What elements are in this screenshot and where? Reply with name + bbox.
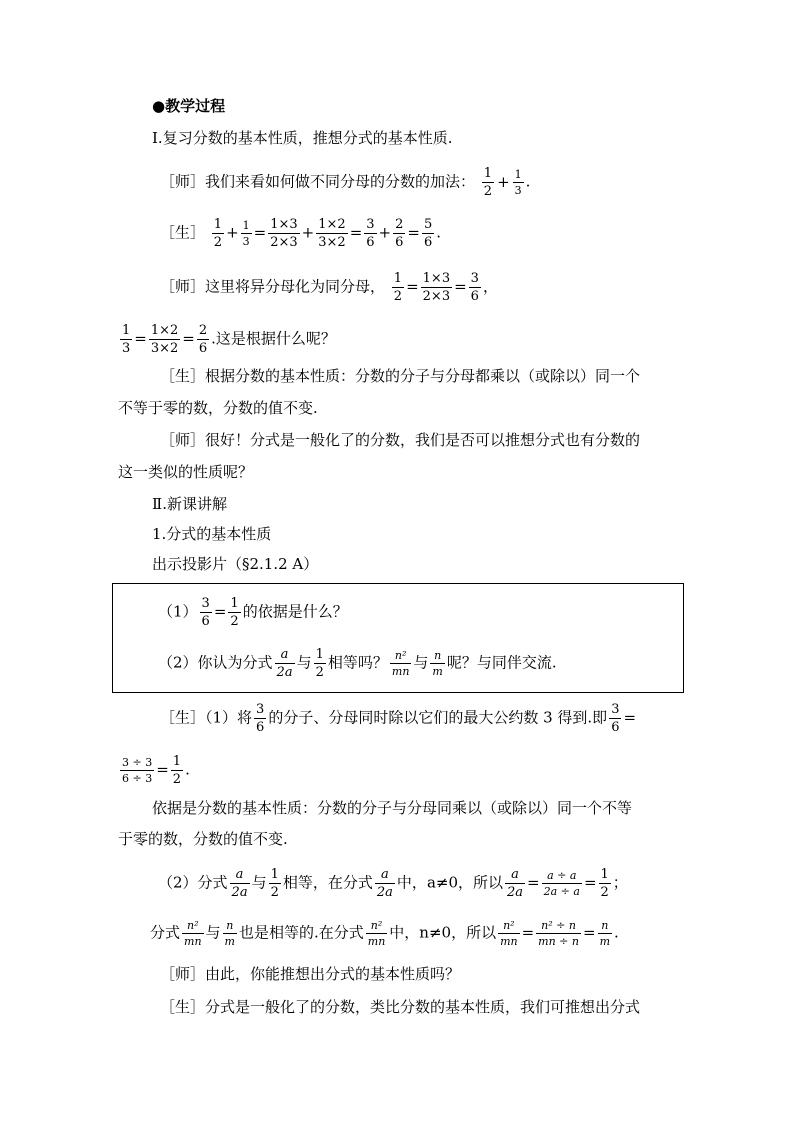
- fraction: $\frac{1\times 2}{3\times 2}$: [318, 217, 346, 250]
- fraction: $\frac{1}{2}$: [315, 647, 324, 680]
- fraction: $\frac{3}{6}$: [470, 271, 479, 304]
- student-label: ［生］: [160, 223, 206, 242]
- basis-line-b: 于零的数，分数的值不变.: [118, 830, 288, 848]
- teacher-line-4: ［师］由此，你能推想出分式的基本性质吗？: [160, 965, 461, 983]
- fraction: $\frac{2}{6}$: [198, 323, 208, 356]
- fraction: $\frac{1}{3}$: [514, 168, 522, 197]
- student-line-3: ［生］（1）将 $\frac{3}{6}$ 的分子、分母同时除以它们的最大公约数 3 得到.即 $\frac{3}{6}$ =: [160, 702, 637, 735]
- subsection-1-title: 1.分式的基本性质: [152, 525, 272, 543]
- student-line-1: ［生］ $\frac{1}{2}$ + $\frac{1}{3}$ = $\frac{1\times 3}{2\times 3}$ + $\frac{1\times 2}{3\times 2}$ = $\frac{3}{6}$ + $\frac{2}{6}$ = $\frac{5}{6}$ .: [160, 217, 442, 250]
- fraction: $\frac{1}{2}$: [213, 217, 223, 250]
- fraction: $\frac{1}{3}$: [122, 323, 131, 356]
- fraction: $\frac{1\times 3}{2\times 3}$: [422, 271, 451, 304]
- teacher-line-3b: 这一类似的性质呢？: [118, 463, 254, 481]
- teacher-line-3a: ［师］很好！分式是一般化了的分数，我们是否可以推想分式也有分数的: [160, 431, 641, 449]
- fraction: $\frac{n}{m}$: [224, 919, 235, 948]
- student-line-2a: ［生］根据分数的基本性质：分数的分子与分母都乘以（或除以）同一个: [160, 367, 641, 385]
- fraction: $\frac{3}{6}$: [611, 702, 620, 735]
- fraction: $\frac{a \div a}{2a \div a}$: [543, 869, 580, 898]
- fraction: $\frac{3}{6}$: [366, 217, 375, 250]
- fraction: $\frac{1}{2}$: [172, 754, 182, 787]
- fraction: $\frac{\text{n²}}{mn}$: [391, 649, 410, 678]
- student-line-4: ［生］分式是一般化了的分数，类比分数的基本性质，我们可推想出分式: [160, 998, 641, 1016]
- fraction: $\frac{2}{6}$: [395, 217, 404, 250]
- heading: ●教学过程: [152, 97, 226, 115]
- teacher-line-2: ［师］这里将异分母化为同分母， $\frac{1}{2}$ = $\frac{1\times 3}{2\times 3}$ = $\frac{3}{6}$ ，: [160, 271, 498, 304]
- fraction: $\frac{1}{2}$: [600, 867, 609, 900]
- part-2-line-b: 分式 $\frac{\text{n²}}{mn}$ 与 $\frac{n}{m}$ 也是相等的.在分式 $\frac{\text{n²}}{mn}$ 中，n≠0，所以 $\frac{\text{n²}}{mn}$ = $\frac{\text{n² ÷ n}}{mn \div n}$ = $\frac{n}{m}$ .: [150, 919, 619, 948]
- fraction: $\frac{a}{2a}$: [231, 867, 248, 900]
- fraction: $\frac{1}{2}$: [270, 867, 279, 900]
- fraction: $\frac{1}{3}$: [242, 219, 250, 248]
- fraction: $\frac{1}{2}$: [230, 596, 239, 629]
- teacher-line-2-cont: $\frac{1}{3}$ = $\frac{1\times 2}{3\times 2}$ = $\frac{2}{6}$ .这是根据什么呢？: [122, 323, 336, 356]
- section-2-title: Ⅱ.新课讲解: [152, 495, 227, 513]
- slide-note: 出示投影片（§2.1.2 A）: [152, 555, 319, 573]
- teacher-line-1: ［师］我们来看如何做不同分母的分数的加法： $\frac{1}{2}$ + $\frac{1}{3}$ .: [160, 166, 531, 199]
- fraction: $\frac{1}{2}$: [393, 271, 403, 304]
- fraction: $\frac{1}{2}$: [483, 166, 493, 199]
- basis-line-a: 依据是分数的基本性质：分数的分子与分母同乘以（或除以）同一个不等: [152, 799, 633, 817]
- fraction: $\frac{n}{m}$: [599, 919, 610, 948]
- box-question-1: （1） $\frac{3}{6}$ = $\frac{1}{2}$ 的依据是什么？: [158, 596, 348, 629]
- teacher-text: ［师］我们来看如何做不同分母的分数的加法：: [160, 172, 476, 191]
- fraction: $\frac{\text{n²}}{mn}$: [367, 919, 386, 948]
- section-1-title: Ⅰ.复习分数的基本性质，推想分式的基本性质.: [152, 129, 453, 147]
- part-2-line: （2）分式 $\frac{a}{2a}$ 与 $\frac{1}{2}$ 相等，在分式 $\frac{a}{2a}$ 中，a≠0，所以 $\frac{a}{2a}$ = $\frac{a \div a}{2a \div a}$ = $\frac{1}{2}$ ；: [158, 867, 628, 900]
- student-line-2b: 不等于零的数，分数的值不变.: [118, 399, 318, 417]
- fraction: $\frac{5}{6}$: [423, 217, 433, 250]
- fraction: $\frac{3 \div 3}{6 \div 3}$: [122, 756, 153, 785]
- fraction: $\frac{\text{n²}}{mn}$: [184, 919, 202, 948]
- fraction: $\frac{3}{6}$: [256, 702, 265, 735]
- fraction: $\frac{1\times 2}{3\times 2}$: [150, 323, 179, 356]
- student-line-3-cont: $\frac{3 \div 3}{6 \div 3}$ = $\frac{1}{2}$ .: [122, 754, 190, 787]
- fraction: $\frac{n}{m}$: [432, 649, 443, 678]
- fraction: $\frac{a}{2a}$: [276, 647, 293, 680]
- box-question-2: （2）你认为分式 $\frac{a}{2a}$ 与 $\frac{1}{2}$ 相等吗？ $\frac{\text{n²}}{mn}$ 与 $\frac{n}{m}$ 呢？与同伴交流.: [158, 647, 557, 680]
- fraction: $\frac{\text{n²}}{mn}$: [500, 919, 518, 948]
- fraction: $\frac{\text{n² ÷ n}}{mn \div n}$: [538, 919, 579, 948]
- fraction: $\frac{a}{2a}$: [507, 867, 524, 900]
- fraction: $\frac{3}{6}$: [201, 596, 210, 629]
- teacher-text: ［师］这里将异分母化为同分母，: [160, 277, 386, 296]
- fraction: $\frac{1\times 3}{2\times 3}$: [270, 217, 298, 250]
- fraction: $\frac{a}{2a}$: [376, 867, 393, 900]
